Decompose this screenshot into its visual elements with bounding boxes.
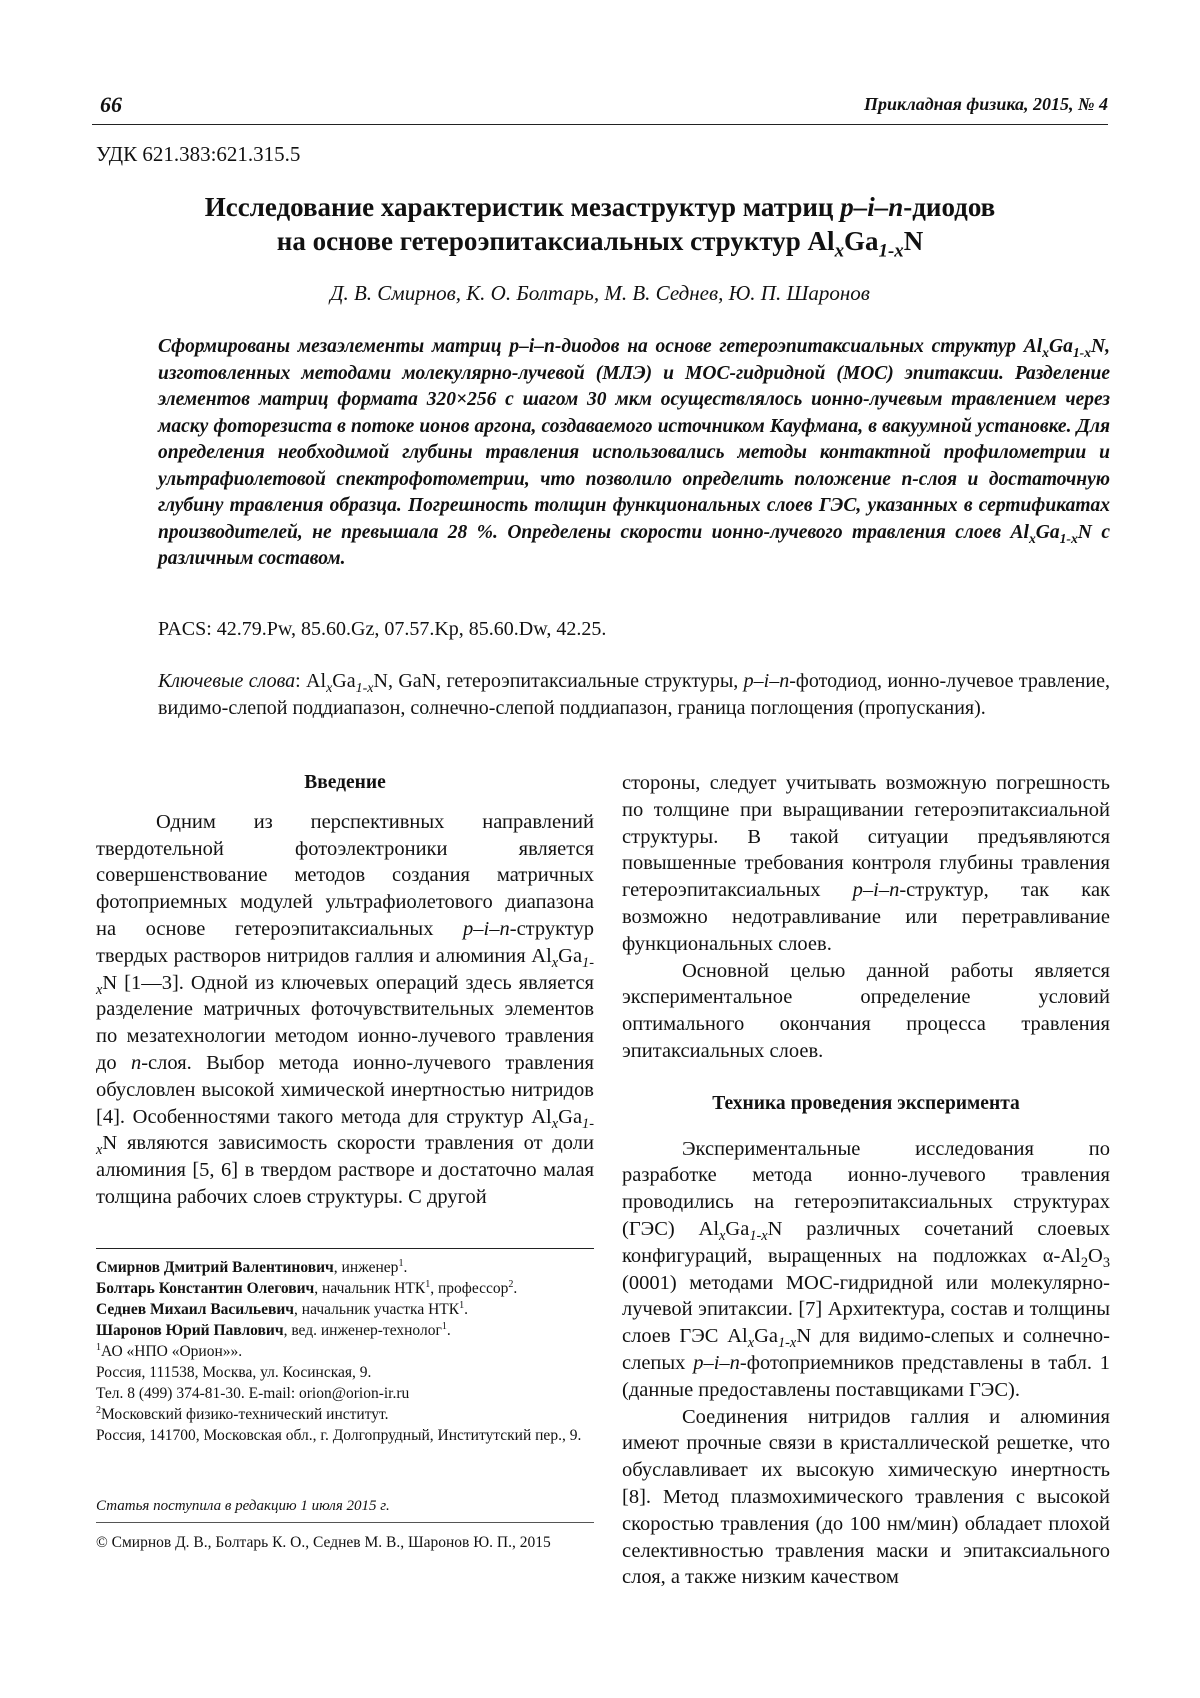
author-role: , профессор (430, 1280, 509, 1297)
body-text: Ga (558, 1105, 583, 1128)
sub: 3 (1102, 1254, 1110, 1271)
body-pin: p–i–n (852, 879, 900, 902)
title-text: N (903, 226, 924, 256)
sub: x (747, 1335, 755, 1352)
right-column (622, 770, 1110, 1591)
left-column (96, 770, 594, 1211)
sub: 1-x (96, 1115, 594, 1159)
sup: 2 (508, 1278, 514, 1290)
keywords (158, 668, 1110, 721)
address: Россия, 111538, Москва, ул. Косинская, 9. (96, 1364, 372, 1381)
article-title (92, 190, 1108, 262)
header-rule (92, 124, 1108, 125)
sub: x (1042, 344, 1049, 360)
sub: 1-x (355, 681, 374, 696)
sup: 1 (441, 1320, 447, 1332)
abstract (158, 334, 1110, 573)
experiment-paragraph: Соединения нитридов галлия и алюминия имеют прочные связи в кристаллической решетке, что обуславливает их высокую химическую инертность [8]. Метод плазмохимического травления с высокой скоростью травления (до 100 нм/мин) обладает плохой селективностью травления маски и эпитаксиального слоя, а также низким качеством (622, 1405, 1110, 1589)
body-pin: p–i–n (693, 1351, 740, 1374)
title-text: Исследование характеристик мезаструктур матриц (204, 192, 841, 222)
body-text: -слоя. Выбор метода ионно-лучевого травления обусловлен высокой химической инертностью нитридов [4]. Особенностями такого метода для структур Al (96, 1051, 594, 1128)
body-text: -фотоприемников представлены в табл. 1 (данные предоставлены поставщиками ГЭС). (622, 1351, 1110, 1401)
pacs-codes: PACS: 42.79.Pw, 85.60.Gz, 07.57.Kp, 85.60.Dw, 42.25. (158, 618, 607, 640)
address: Россия, 141700, Московская обл., г. Долгопрудный, Институтский пер., 9. (96, 1427, 582, 1444)
title-pin: p–i–n (840, 192, 904, 222)
contact: Тел. 8 (499) 374-81-30. E-mail: orion@orion-ir.ru (96, 1385, 410, 1402)
affiliation: АО «НПО «Орион»». (101, 1343, 243, 1360)
keywords-text: Ga (332, 670, 356, 692)
keywords-text: N, GaN, гетероэпитаксиальные структуры, (373, 670, 744, 692)
abstract-text: N с различным составом. (158, 521, 1110, 569)
sup: 1 (96, 1341, 102, 1353)
sup: 2 (96, 1404, 102, 1416)
keywords-text: -фотодиод, ионно-лучевое травление, видимо-слепой поддиапазон, солнечно-слепой поддиапазон, граница поглощения (пропускания). (158, 670, 1111, 719)
experiment-paragraph (622, 1136, 1110, 1404)
author-name: Седнев Михаил Васильевич (96, 1301, 295, 1318)
sub: x (551, 954, 559, 971)
section-heading-experiment: Техника проведения эксперимента (712, 1092, 1020, 1114)
sub: 1-x (96, 954, 594, 998)
title-text: -диодов (903, 192, 996, 222)
author-name: Шаронов Юрий Павлович (96, 1322, 284, 1339)
abstract-text: Ga (1049, 336, 1073, 357)
sub: x (1028, 530, 1036, 546)
abstract-text: Ga (1035, 521, 1060, 543)
author-role: , инженер (333, 1259, 399, 1276)
body-text: N для видимо-слепых и солнечно-слепых (622, 1325, 1110, 1374)
author-role: , начальник НТК (314, 1280, 426, 1297)
sub: 1-x (777, 1335, 797, 1352)
body-text: Ga (558, 944, 583, 967)
body-text: N являются зависимость скорости травления от доли алюминия [5, 6] в твердом растворе и достаточно малая толщина рабочих слоев структуры. С другой (96, 1132, 594, 1208)
received-date: Статья поступила в редакцию 1 июля 2015 г. (96, 1498, 390, 1514)
author-name: Болтарь Константин Олегович (96, 1280, 315, 1297)
right-paragraph: Основной целью данной работы является экспериментальное определение условий оптимального окончания процесса травления эпитаксиальных слоев. (622, 959, 1110, 1062)
affiliation: Московский физико-технический институт. (101, 1406, 389, 1423)
body-pin: p–i–n (463, 917, 510, 940)
keywords-label: Ключевые слова (158, 670, 296, 692)
abstract-text: Сформированы мезаэлементы матриц p–i–n-диодов на основе гетероэпитаксиальных структур Al (158, 336, 1043, 357)
body-text: (0001) методами МОС-гидридной или молекулярно-лучевой эпитаксии. [7] Архитектура, состав и толщины слоев ГЭС Al (622, 1271, 1110, 1348)
sup: 1 (398, 1257, 404, 1269)
author-role: , начальник участка НТК (294, 1301, 460, 1318)
title-text: на основе гетероэпитаксиальных структур Al (276, 226, 835, 256)
intro-paragraph (96, 809, 594, 1211)
authors-line: Д. В. Смирнов, К. О. Болтарь, М. В. Седнев, Ю. П. Шаронов (330, 281, 870, 305)
sub: 1-x (1059, 530, 1078, 546)
copyright: © Смирнов Д. В., Болтарь К. О., Седнев М. В., Шаронов Ю. П., 2015 (96, 1534, 551, 1551)
body-text: -структур твердых растворов нитридов галлия и алюминия Al (96, 917, 594, 967)
section-heading-intro: Введение (304, 772, 386, 793)
title-sub: 1-x (878, 240, 904, 262)
journal-header: Прикладная физика, 2015, № 4 (863, 94, 1108, 114)
body-text: Одним из перспективных направлений твердотельной фотоэлектроники является совершенствование методов создания матричных фотоприемных модулей ультрафиолетового диапазона на основе гетероэпитаксиальных (96, 810, 594, 940)
sub: x (719, 1228, 726, 1245)
body-text: Экспериментальные исследования по разработке метода ионно-лучевого травления проводились на гетероэпитаксиальных структурах (ГЭС) Al (622, 1137, 1110, 1240)
body-n: n (130, 1051, 142, 1074)
body-text: O (1088, 1244, 1103, 1267)
keywords-pin: p–i–n (743, 670, 790, 692)
keywords-text: : Al (295, 670, 327, 692)
title-text: Ga (844, 226, 879, 256)
sub: 1-x (1072, 344, 1092, 360)
sup: 1 (459, 1299, 465, 1311)
body-text: -структур, так как возможно недотравливание или перетравливание функциональных слоев. (622, 879, 1111, 955)
footnote-rule-2 (96, 1522, 594, 1523)
body-text: N различных сочетаний слоевых конфигураций, выращенных на подложках α-Al (622, 1217, 1110, 1267)
author-footnote: Смирнов Дмитрий Валентинович, инженер$^1$. Болтарь Константин Олегович, начальник НТК$^1$, профессор$^2$. Седнев Михаил Васильевич, начальник участка НТК$^1$. Шаронов Юрий Павлович, вед. инженер-технолог$^1$. $^1$АО «НПО «Орион»». Россия, 111538, Москва, ул. Косинская, 9. Тел. 8 (499) 374-81-30. E-mail: orion@orion-ir.ru $^2$Московский физико-технический институт. Россия, 141700, Московская обл., г. Долгопрудный, Институтский пер., 9. (96, 1257, 582, 1444)
sub: 2 (1080, 1254, 1089, 1271)
sub: 1-x (749, 1228, 768, 1245)
sub: x (326, 681, 333, 696)
body-text: Ga (754, 1325, 778, 1348)
author-role: , вед. инженер-технолог (283, 1322, 442, 1339)
sup: 1 (425, 1278, 431, 1290)
abstract-text: N, изготовленных методами молекулярно-лучевой (МЛЭ) и МОС-гидридной (МОС) эпитаксии. Разделение элементов матриц формата 320×256 с шагом 30 мкм осуществлялось ионно-лучевым травлением через маску фоторезиста в потоке ионов аргона, создаваемого источником Кауфмана, в вакуумной установке. Для определения необходимой глубины травления использовались методы контактной профилометрии и ультрафиолетовой спектрофотометрии, что позволило определить положение n-слоя и достаточную глубину травления образца. Погрешность толщин функциональных слоев ГЭС, указанных в сертификатах производителей, не превышала 28 %. Определены скорости ионно-лучевого травления слоев Al (158, 336, 1110, 543)
author-name: Смирнов Дмитрий Валентинович (96, 1259, 334, 1276)
title-sub-x: x (834, 240, 845, 262)
body-text: N [1—3]. Одной из ключевых операций здесь является разделение матричных фоточувствительных элементов по мезатехнологии методом ионно-лучевого травления до (96, 971, 594, 1074)
body-text: Ga (725, 1217, 750, 1240)
right-paragraph (622, 770, 1110, 958)
page-number: 66 (100, 92, 122, 117)
udk-code: УДК 621.383:621.315.5 (96, 142, 301, 166)
sub: x (551, 1115, 559, 1132)
body-text: стороны, следует учитывать возможную погрешность по толщине при выращивании гетероэпитаксиальной структуры. В такой ситуации предъявляются повышенные требования контроля глубины травления гетероэпитаксиальных (622, 772, 1110, 902)
footnote-rule (96, 1248, 594, 1249)
